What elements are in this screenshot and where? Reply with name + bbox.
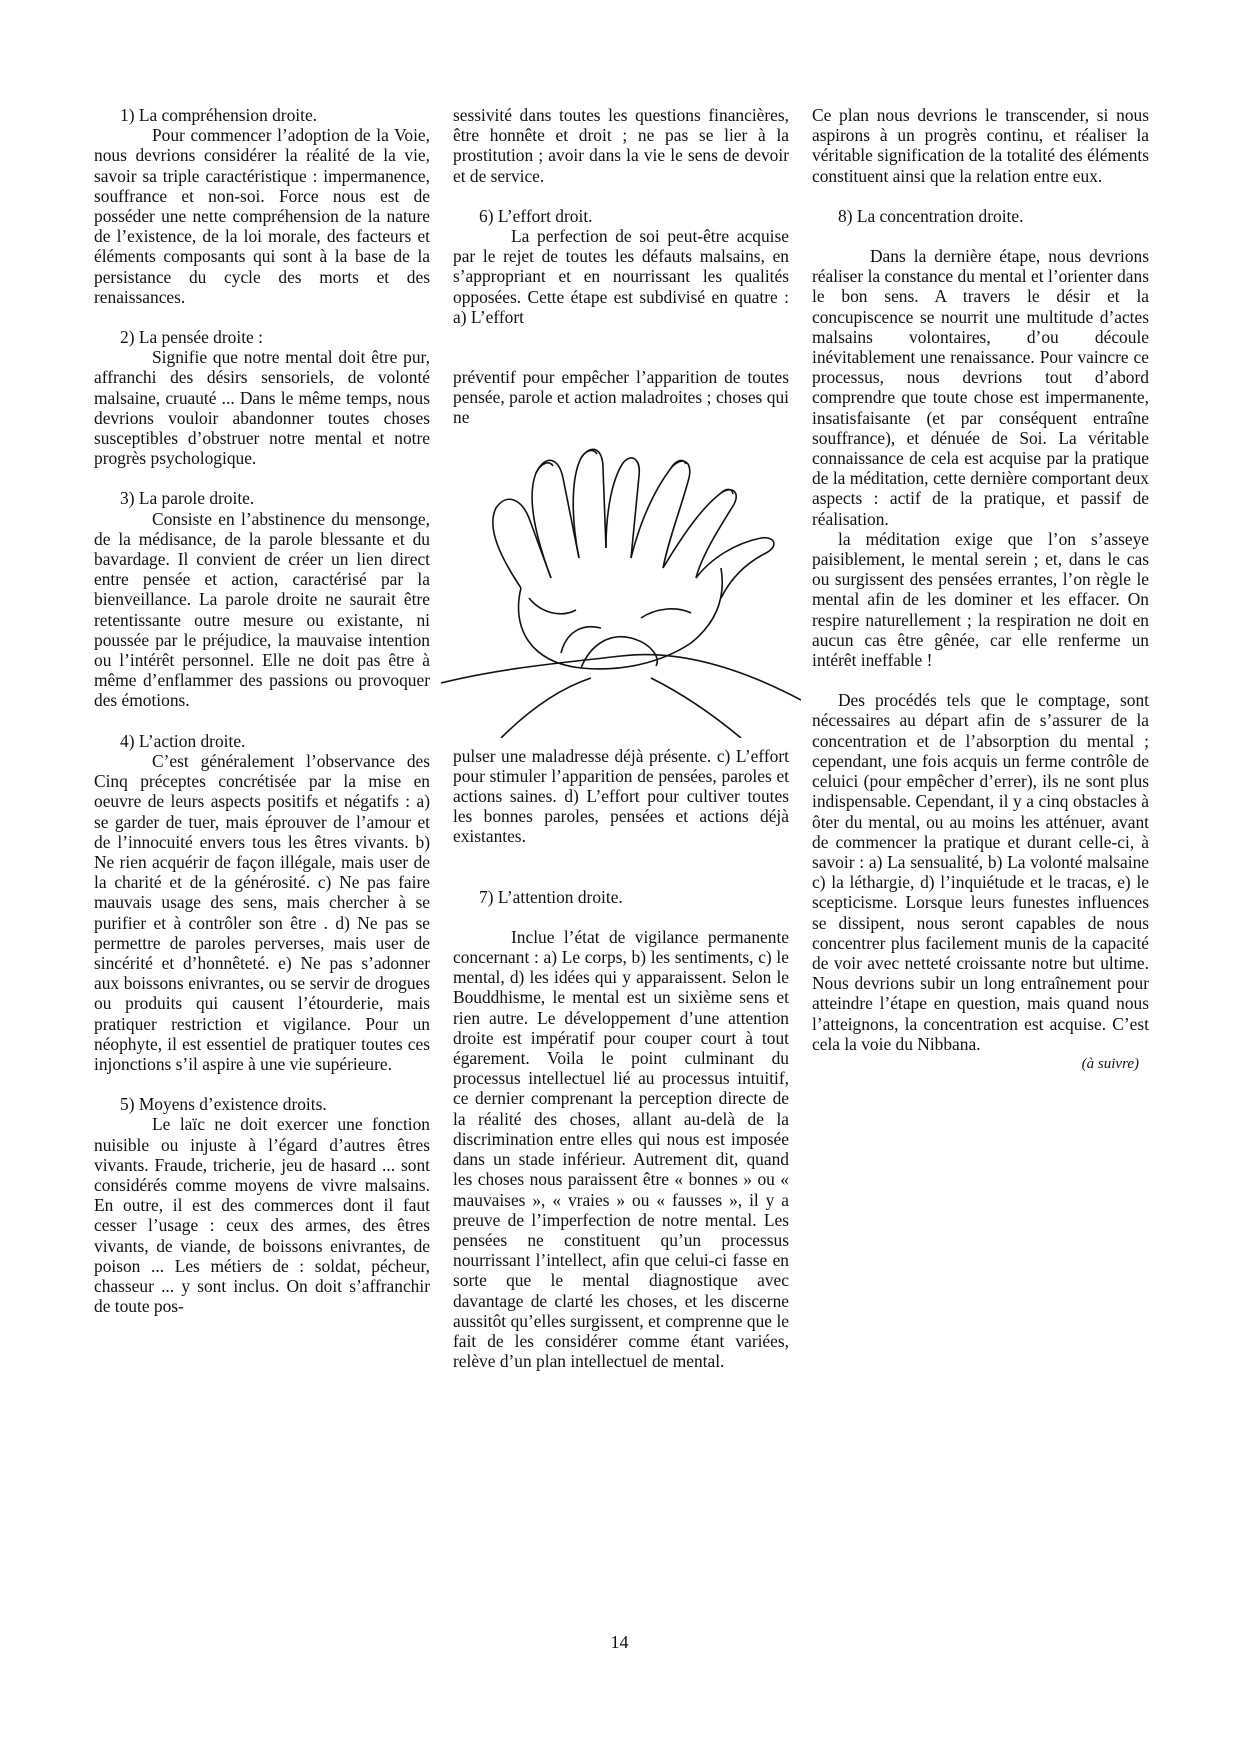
heading-pensee: 2) La pensée droite :: [120, 327, 263, 348]
column-left: [94, 105, 430, 1316]
paragraph-pensee: Signifie que notre mental doit être pur, affranchi des désirs sensoriels, de volonté malsaine, cruauté ... Dans le même temps, nous devrions vouloir abandonner toutes choses susceptibles d’obstruer notre mental et notre progrès psychologique.: [94, 347, 430, 469]
heading-moyens: 5) Moyens d’existence droits.: [120, 1094, 327, 1115]
column-middle: [453, 105, 789, 1371]
to-be-continued: (à suivre): [1081, 1055, 1139, 1072]
hands-mudra-illustration: [441, 438, 801, 738]
paragraph-effort-c: pulser une maladresse déjà présente. c) L’effort pour stimuler l’apparition de pensées, paroles et actions saines. d) L’effort pour cultiver toutes les bonnes paroles, pensées et actions déjà existantes.: [453, 745, 789, 847]
heading-concentration: 8) La concentration droite.: [838, 205, 1024, 226]
heading-comprehension: 1) La compréhension droite.: [120, 105, 318, 125]
paragraph-moyens-continued: sessivité dans toutes les questions financières, être honnête et droit ; ne pas se lier à la prostitution ; avoir dans la vie le sens de devoir et de service.: [453, 105, 789, 186]
heading-parole: 3) La parole droite.: [120, 488, 255, 509]
heading-attention: 7) L’attention droite.: [479, 886, 623, 907]
paragraph-attention-continued: Ce plan nous devrions le transcender, si nous aspirons à un progrès continu, et réaliser la véritable signification de la totalité des éléments constituent ainsi que la relation entre eux.: [812, 105, 1149, 186]
paragraph-action: C’est généralement l’observance des Cinq préceptes concrétisée par la mise en oeuvre de leurs aspects positifs et négatifs : a) se garder de tuer, mais éprouver de l’amour et de l’innocuité envers tous les êtres vivants. b) Ne rien acquérir de façon illégale, mais user de la charité et de la générosité. c) Ne pas faire mauvais usage des sens, mais chercher à se purifier et à contrôler son être . d) Ne pas se permettre de paroles perverses, mais user de sincérité et d’honnêteté. e) Ne pas s’adonner aux boissons enivrantes, ou se servir de drogues ou produits qui causent l’étourderie, mais pratiquer restriction et vigilance. Pour un néophyte, il est essentiel de pratiquer toutes ces injonctions s’il aspire à une vie supérieure.: [94, 750, 430, 1074]
column-right: [812, 105, 1149, 1074]
paragraph-comprehension: Pour commencer l’adoption de la Voie, nous devrions considérer la réalité de la vie, savoir sa triple caractéristique : impermanence, souffrance et non-soi. Force nous est de posséder une nette compréhension de la nature de l’existence, de la loi morale, des facteurs et éléments composants qui sont à la base de la persistance du cycle des morts et des renaissances.: [94, 125, 430, 307]
paragraph-concentration-a: Dans la dernière étape, nous devrions réaliser la constance du mental et l’orienter dans le bon sens. A travers le désir et la concupiscence se nourrit une multitude d’actes malsains volontaires, d’ou découle inévitablement une renaissance. Pour vaincre ce processus, nous devrions tout d’abord comprendre que toute chose est impermanente, insatisfaisante (et par conséquent entraîne souffrance), et dénuée de Soi. La véritable connaissance de cela est acquise par la pratique de la méditation, cette dernière comportant deux aspects : actif de la pratique, et passif de réalisation.: [812, 246, 1149, 529]
paragraph-parole: Consiste en l’abstinence du mensonge, de la médisance, de la parole blessante et du bavardage. Il convient de créer un lien direct entre pensée et action, caractérisé par la bienveillance. La parole droite ne saurait être retentissante outre mesure ou existante, ni poussée par le préjudice, la mauvaise intention ou l’intérêt personnel. Elle ne doit pas être à même d’enflammer des passions ou provoquer des émotions.: [94, 508, 430, 711]
paragraph-effort-a: La perfection de soi peut-être acquise par le rejet de toutes les défauts malsains, en s’appropriant et en nourrissant les qualités opposées. Cette étape est subdivisé en quatre : a) L’effort: [453, 226, 789, 327]
paragraph-concentration-b: la méditation exige que l’on s’asseye paisiblement, le mental serein ; et, dans le cas ou surgissent des pensées errantes, l’on règle le mental afin de les dominer et les effacer. On respire naturellement ; la respiration ne doit en aucun cas être gênée, car elle renferme un intérêt ineffable !: [812, 528, 1149, 671]
paragraph-concentration-c: Des procédés tels que le comptage, sont nécessaires au départ afin de s’assurer de la concentration et de l’absorption du mental ; cependant, une fois acquis un ferme contrôle de celuici (pour empêcher d’errer), ils ne sont plus indispensable. Cependant, il y a cinq obstacles à ôter du mental, ou au moins les atténuer, avant de commencer la pratique et durant celle-ci, à savoir : a) La sensualité, b) La volonté malsaine c) la léthargie, d) l’inquiétude et le tracas, e) le scepticisme. Lorsque leurs funestes influences se dissipent, nous seront capables de nous concentrer plus facilement munis de la capacité de voir avec netteté croissante notre but ultime. Nous devrions subir un long entraînement pour atteindre l’étape en question, mais quand nous l’atteignons, la concentration est acquise. C’est cela la voie du Nibbana.: [812, 690, 1149, 1054]
paragraph-moyens: Le laïc ne doit exercer une fonction nuisible ou injuste à l’égard d’autres êtres vivants. Fraude, tricherie, jeu de hasard ... sont considérés comme moyens de vivre malsains. En outre, il est des commerces dont il faut cesser l’usage : ceux des armes, des êtres vivants, de viande, de boissons enivrantes, de poison ... Les métiers de : soldat, pécheur, chasseur ... y sont inclus. On doit s’affranchir de toute pos-: [94, 1114, 430, 1317]
heading-effort: 6) L’effort droit.: [479, 205, 593, 226]
paragraph-attention: Inclue l’état de vigilance permanente concernant : a) Le corps, b) les sentiments, c) le mental, d) les idées qui y apparaissent. Selon le Bouddhisme, le mental est un sixième sens et rien autre. Le développement d’une attention droite est impératif pour couper court à tout égarement. Voila le point culminant du processus intellectuel lié au processus intuitif, ce dernier comprenant la perception directe de la réalité des choses, allant au-delà de la discrimination entre elles qui nous est imposée dans un stade inférieur. Autrement dit, quand les choses nous paraissent être « bonnes » ou « mauvaises », « vraies » ou « fausses », il y a preuve de l’imperfection de notre mental. Les pensées ne constituent qu’un processus nourrissant l’intellect, afin que celui-ci fasse en sorte que le mental diagnostique avec davantage de clarté les choses, et les discerne aussitôt qu’elles surgissent, et comprenne que le fait de les considérer comme étant variées, relève d’un plan intellectuel de mental.: [453, 926, 789, 1372]
paragraph-effort-b: préventif pour empêcher l’apparition de toutes pensée, parole et action maladroites ; choses qui ne: [453, 367, 789, 428]
page-number: 14: [610, 1632, 629, 1652]
heading-action: 4) L’action droite.: [120, 730, 246, 751]
